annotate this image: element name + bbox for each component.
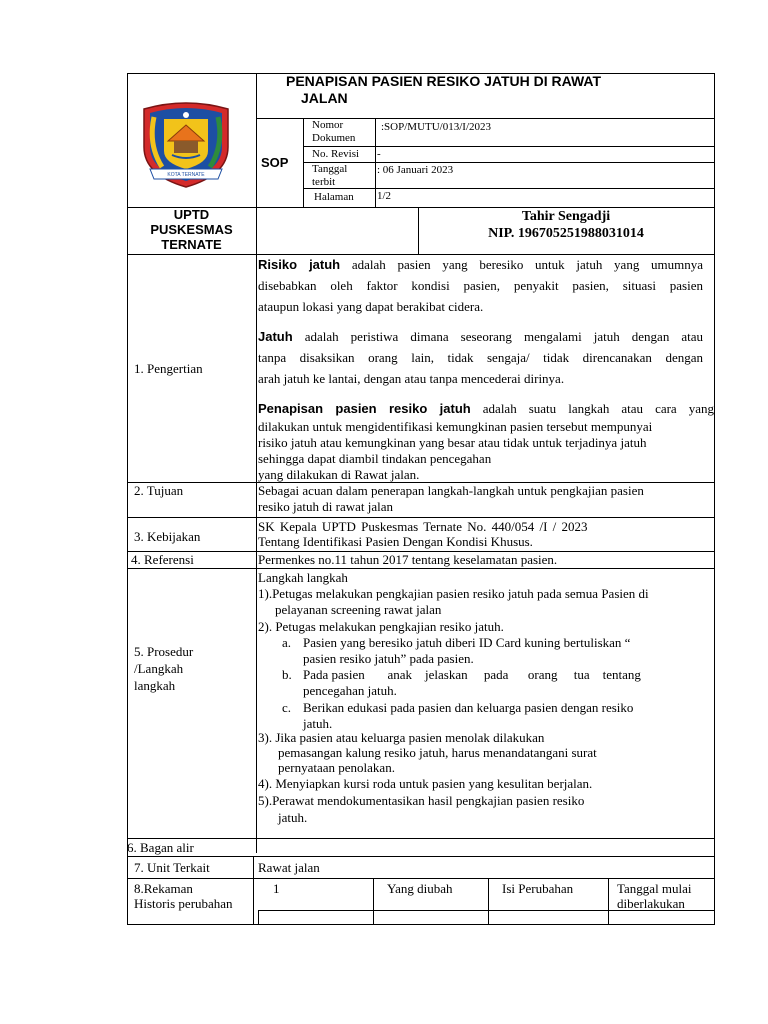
meta-value-tanggal: : 06 Januari 2023 [377, 164, 454, 176]
sop-label: SOP [261, 155, 289, 170]
label-rekaman: 8.Rekaman Historis perubahan [134, 881, 233, 911]
history-col-content: Isi Perubahan [502, 881, 574, 896]
step-2: 2). Petugas melakukan pengkajian resiko jatuh. [258, 619, 504, 634]
signer-nip: NIP. 196705251988031014 [488, 226, 644, 241]
term-penapisan: Penapisan pasien resiko jatuh [258, 401, 471, 416]
referensi-text: Permenkes no.11 tahun 2017 tentang keselamatan pasien. [258, 552, 558, 567]
sub-c: Berikan edukasi pada pasien dan keluarga pasien dengan resiko jatuh. [303, 700, 634, 731]
meta-label-revisi: No. Revisi [312, 148, 360, 160]
sub-a-marker: a. [282, 635, 292, 650]
sub-b-marker: b. [282, 667, 292, 682]
meta-label-nomor: Nomor Dokumen [312, 119, 356, 144]
label-prosedur: 5. Prosedur /Langkah langkah [134, 644, 194, 693]
signer-block [418, 208, 714, 242]
history-col-number: 1 [273, 881, 280, 896]
meta-value-revisi: - [377, 148, 381, 160]
city-logo [136, 95, 236, 191]
label-unit-terkait: 7. Unit Terkait [134, 860, 210, 875]
step-3: 3). Jika pasien atau keluarga pasien menolak dilakukan pemasangan kalung resiko jatuh, harus menandatangani surat pernyataan penolakan. [258, 730, 597, 775]
org-name [127, 207, 256, 252]
org-line3: TERNATE [161, 237, 222, 252]
org-line2: PUSKESMAS [150, 222, 233, 237]
sub-c-marker: c. [282, 700, 292, 715]
step-5: 5).Perawat mendokumentasikan hasil pengkajian pasien resiko jatuh. [258, 793, 585, 825]
document-title-line2: JALAN [301, 90, 348, 106]
logo-ribbon-text: KOTA TERNATE [167, 172, 205, 178]
label-referensi: 4. Referensi [131, 552, 194, 567]
history-col-changed: Yang diubah [387, 881, 453, 896]
pengertian-paragraph-3: Penapisan pasien resiko jatuh adalah suatu langkah atau cara yang dilakukan untuk mengidentifikasi kemungkinan pasien tersebut mempunyai risiko jatuh atau kemungkinan yang besar atau tidak untuk terjadinya jatuh sehingga dapat diambil tindakan pencegahan yang dilakukan di Rawat jalan. [258, 401, 715, 482]
prosedur-heading: Langkah langkah [258, 570, 348, 585]
step-4: 4). Menyiapkan kursi roda untuk pasien yang kesulitan berjalan. [258, 776, 593, 791]
term-jatuh: Jatuh [258, 329, 293, 344]
meta-value-halaman: 1/2 [377, 190, 392, 202]
history-col-date: Tanggal mulai diberlakukan [617, 881, 692, 911]
unit-terkait-value: Rawat jalan [258, 860, 320, 875]
meta-label-tanggal: Tanggal terbit [312, 163, 348, 188]
label-kebijakan: 3. Kebijakan [134, 529, 201, 544]
document-title-line1: PENAPISAN PASIEN RESIKO JATUH DI RAWAT [286, 73, 602, 89]
label-pengertian: 1. Pengertian [134, 361, 203, 376]
meta-label-halaman: Halaman [314, 191, 354, 203]
sub-b: Pada pasien anak jelaskan pada orang tua tentang pencegahan jatuh. [303, 667, 641, 698]
pengertian-paragraph-2: Jatuh adalah peristiwa dimana seseorang mengalami jatuh dengan atau tanpa disaksikan orang lain, tidak sengaja/ tidak direncanakan dengan arah jatuh ke lantai, dengan atau tanpa mencederai dirinya. [258, 329, 704, 386]
signer-name: Tahir Sengadji [521, 209, 611, 224]
tujuan-text: Sebagai acuan dalam penerapan langkah-langkah untuk pengkajian pasien resiko jatuh di rawat jalan [258, 483, 644, 514]
meta-value-nomor: :SOP/MUTU/013/I/2023 [381, 121, 492, 133]
label-tujuan: 2. Tujuan [134, 483, 184, 498]
label-bagan-alir: 6. Bagan alir [127, 840, 194, 855]
step-1: 1).Petugas melakukan pengkajian pasien resiko jatuh pada semua Pasien di pelayanan screening rawat jalan [258, 586, 649, 617]
pengertian-paragraph-1: Risiko jatuh adalah pasien yang beresiko untuk jatuh yang umumnya disebabkan oleh faktor kondisi pasien, penyakit pasien, situasi pasien ataupun lokasi yang dapat berakibat cidera. [258, 257, 704, 314]
sub-a: Pasien yang beresiko jatuh diberi ID Card kuning bertuliskan “ pasien resiko jatuh” pada pasien. [303, 635, 631, 666]
kebijakan-text: SK Kepala UPTD Puskesmas Ternate No. 440/054 /I / 2023 Tentang Identifikasi Pasien Dengan Kondisi Khusus. [258, 519, 588, 549]
org-line1: UPTD [173, 207, 210, 222]
term-risiko-jatuh: Risiko jatuh [258, 257, 341, 272]
